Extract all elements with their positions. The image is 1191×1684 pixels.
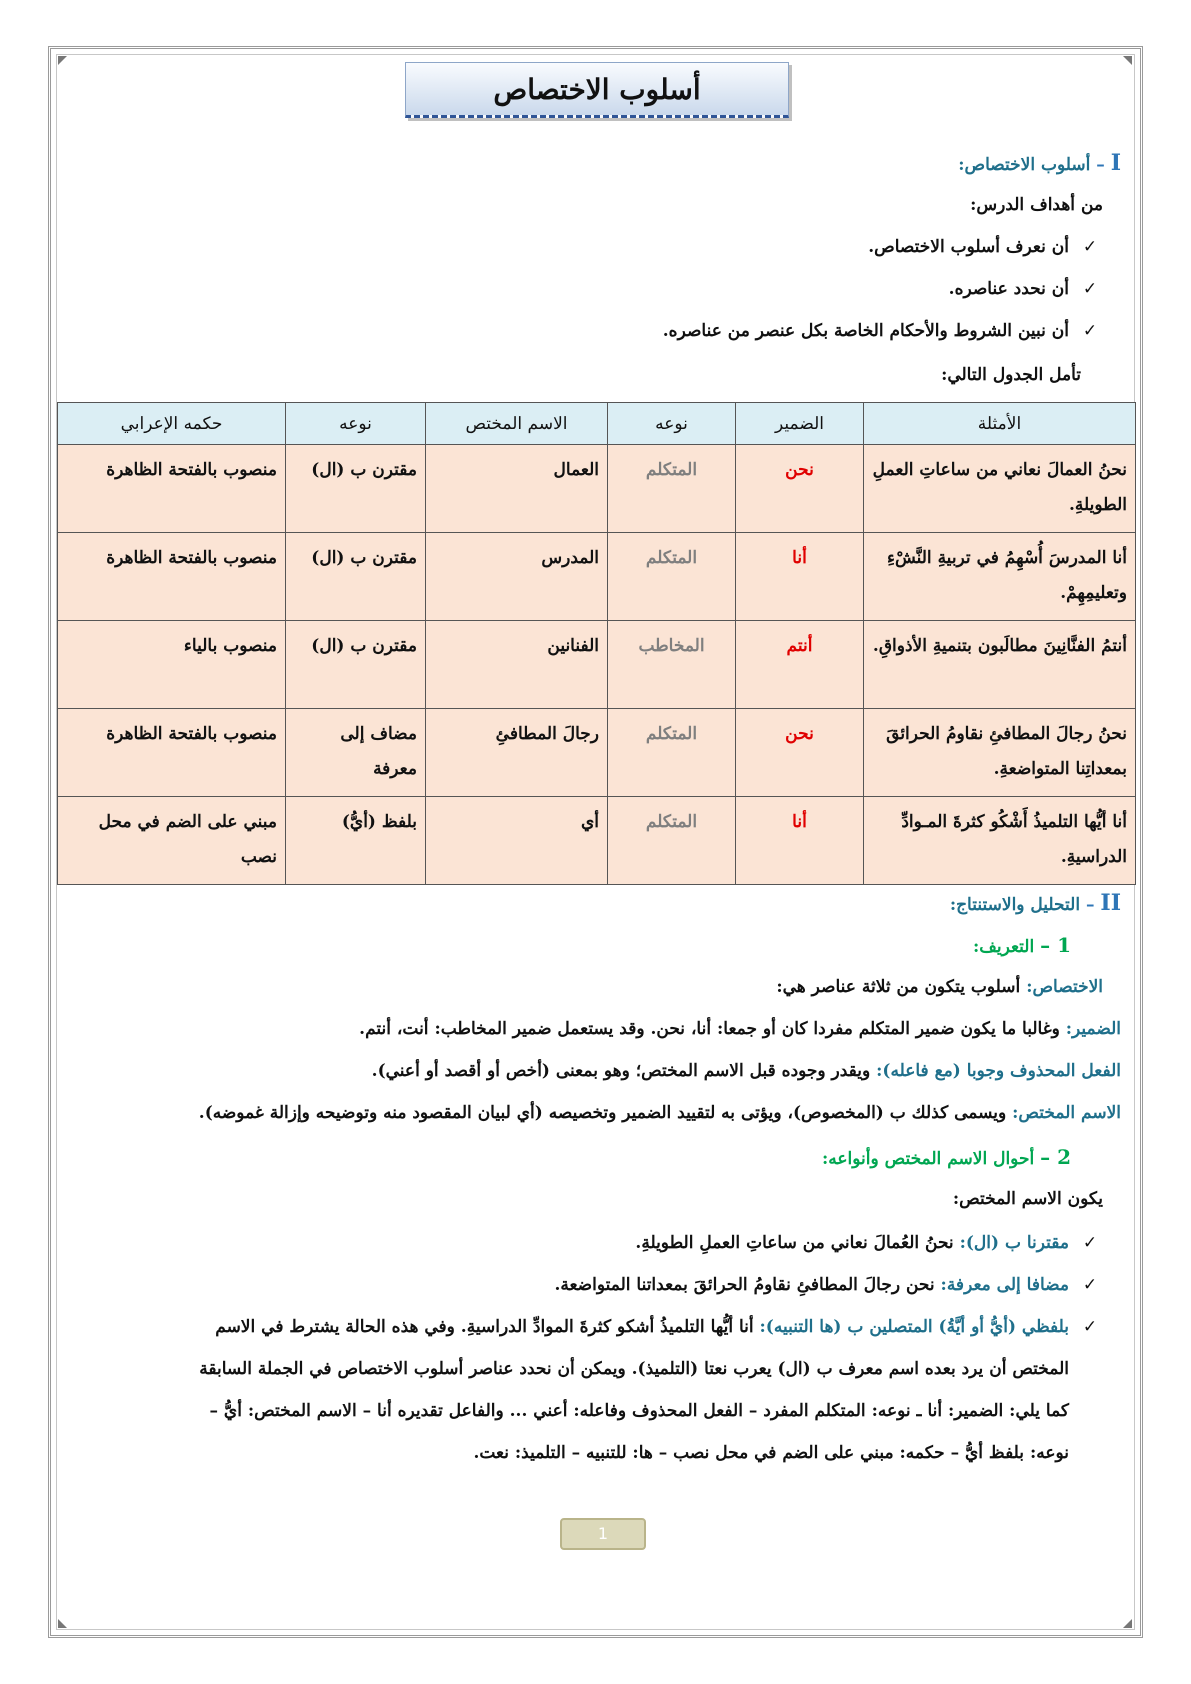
noun-text: ويسمى كذلك ب (المخصوص)، ويؤتى به لتقييد الضمير وتخصيصه (أي لبيان المقصود منه وتوضيحه وإزالة غموضه). bbox=[198, 1103, 1007, 1123]
objective-text: أن نعرف أسلوب الاختصاص. bbox=[868, 237, 1069, 257]
case-text: أنا أيُّها التلميذُ أشكو كثرةَ الموادِّ الدراسيةِ. وفي هذه الحالة يشترط في الاسم bbox=[215, 1317, 754, 1337]
examples-table bbox=[57, 402, 1136, 885]
header-grammatical-ruling: حكمه الإعرابي bbox=[58, 403, 286, 445]
check-icon: ✓ bbox=[1082, 279, 1098, 299]
header-pronoun: الضمير bbox=[736, 403, 864, 445]
cell-ruling: منصوب بالفتحة الظاهرة bbox=[58, 533, 286, 621]
case-label: مقترنا ب (ال): bbox=[959, 1233, 1069, 1253]
cell-ruling: منصوب بالفتحة الظاهرة bbox=[58, 709, 286, 797]
case-item bbox=[60, 1312, 1103, 1342]
section-2-heading bbox=[60, 888, 1121, 920]
verb-definition bbox=[60, 1056, 1121, 1086]
header-examples: الأمثلة bbox=[864, 403, 1136, 445]
corner-ornament-top-left bbox=[58, 56, 67, 65]
cell-noun-type: مقترن ب (ال) bbox=[286, 533, 426, 621]
cell-example: أنتمُ الفنَّانِينَ مطالَبون بتنميةِ الأذواقِ. bbox=[864, 621, 1136, 709]
section-1-heading bbox=[60, 148, 1121, 180]
table-intro: تأمل الجدول التالي: bbox=[941, 365, 1081, 385]
page-number: 1 bbox=[560, 1518, 646, 1550]
corner-ornament-top-right bbox=[1123, 56, 1132, 65]
table-header-row bbox=[58, 403, 1136, 445]
case-text: نحنُ العُمالَ نعاني من ساعاتِ العملِ الطويلةِ. bbox=[635, 1233, 954, 1253]
section-2-numeral: II bbox=[1100, 890, 1121, 916]
title-banner bbox=[405, 62, 789, 118]
table-row bbox=[58, 533, 1136, 621]
section-1-title: أسلوب الاختصاص: bbox=[958, 155, 1091, 175]
cell-ruling: مبني على الضم في محل نصب bbox=[58, 797, 286, 885]
case-continuation: نوعه: بلفظ أيُّ – حكمه: مبني على الضم في محل نصب – ها: للتنبيه – التلميذ: نعت. bbox=[473, 1443, 1069, 1463]
check-icon: ✓ bbox=[1082, 1275, 1098, 1295]
cell-noun-type: مقترن ب (ال) bbox=[286, 621, 426, 709]
definition-text: أسلوب يتكون من ثلاثة عناصر هي: bbox=[776, 977, 1021, 997]
case-label: مضافا إلى معرفة: bbox=[940, 1275, 1069, 1295]
case-continuation: كما يلي: الضمير: أنا ـ نوعه: المتكلم المفرد – الفعل المحذوف وفاعله: أعني ... والفاعل تقديره أنا – الاسم المختص: أيُّ – bbox=[209, 1401, 1069, 1421]
cell-noun-type: مضاف إلى معرفة bbox=[286, 709, 426, 797]
noun-definition bbox=[60, 1098, 1121, 1128]
case-label: بلفظي (أيُّ أو أيَّةُ) المتصلين ب (ها التنبيه): bbox=[759, 1317, 1069, 1337]
section-2-dash: – bbox=[1085, 895, 1095, 915]
cases-intro: يكون الاسم المختص: bbox=[952, 1189, 1103, 1209]
cell-ruling: منصوب بالياء bbox=[58, 621, 286, 709]
corner-ornament-bottom-left bbox=[58, 1619, 67, 1628]
subsection-1-number: 1 – bbox=[1040, 933, 1071, 957]
corner-ornament-bottom-right bbox=[1123, 1619, 1132, 1628]
cell-noun: رجالَ المطافئِ bbox=[426, 709, 608, 797]
verb-label: الفعل المحذوف وجوبا (مع فاعله): bbox=[876, 1061, 1121, 1081]
verb-text: ويقدر وجوده قبل الاسم المختص؛ وهو بمعنى (أخص أو أقصد أو أعني). bbox=[371, 1061, 871, 1081]
page-title: أسلوب الاختصاص bbox=[493, 72, 701, 106]
header-pronoun-type: نوعه bbox=[608, 403, 736, 445]
check-icon: ✓ bbox=[1082, 1233, 1098, 1253]
section-1-dash: – bbox=[1096, 155, 1105, 175]
subsection-1-heading bbox=[60, 930, 1071, 962]
objective-item bbox=[60, 232, 1103, 262]
objective-text: أن نبين الشروط والأحكام الخاصة بكل عنصر من عناصره. bbox=[662, 321, 1069, 341]
subsection-1-title: التعريف: bbox=[972, 937, 1035, 957]
pronoun-text: وغالبا ما يكون ضمير المتكلم مفردا كان أو جمعا: أنا، نحن. وقد يستعمل ضمير المخاطب: أنت، أنتم. bbox=[359, 1019, 1060, 1039]
objective-item bbox=[60, 274, 1103, 304]
subsection-2-number: 2 – bbox=[1040, 1145, 1071, 1169]
cell-pronoun: نحن bbox=[736, 445, 864, 533]
cell-example: أنا أيُّها التلميذُ أَشْكُو كثرةَ المـوادِّ الدراسيةِ. bbox=[864, 797, 1136, 885]
section-2-title: التحليل والاستنتاج: bbox=[949, 895, 1081, 915]
cell-ruling: منصوب بالفتحة الظاهرة bbox=[58, 445, 286, 533]
pronoun-definition bbox=[60, 1014, 1121, 1044]
cell-pronoun-type: المتكلم bbox=[608, 533, 736, 621]
noun-label: الاسم المختص: bbox=[1012, 1103, 1121, 1123]
definition-line bbox=[60, 972, 1103, 1002]
cell-pronoun-type: المخاطب bbox=[608, 621, 736, 709]
cell-example: أنا المدرسَ أُسْهِمُ في تربيةِ النَّشْءِ وتعليمِهِمْ. bbox=[864, 533, 1136, 621]
cell-noun: الفنانين bbox=[426, 621, 608, 709]
case-item bbox=[60, 1228, 1103, 1258]
case-text: نحن رجالَ المطافئِ نقاومُ الحرائقَ بمعداتنا المتواضعة. bbox=[554, 1275, 935, 1295]
header-noun-type: نوعه bbox=[286, 403, 426, 445]
cell-noun: العمال bbox=[426, 445, 608, 533]
pronoun-label: الضمير: bbox=[1065, 1019, 1121, 1039]
cell-noun-type: مقترن ب (ال) bbox=[286, 445, 426, 533]
objective-text: أن نحدد عناصره. bbox=[948, 279, 1069, 299]
cell-example: نحنُ العمالَ نعاني من ساعاتِ العملِ الطويلةِ. bbox=[864, 445, 1136, 533]
cell-noun-type: بلفظ (أيُّ) bbox=[286, 797, 426, 885]
cell-pronoun: أنا bbox=[736, 533, 864, 621]
case-continuation: المختص أن يرد بعده اسم معرف ب (ال) يعرب نعتا (التلميذ). ويمكن أن نحدد عناصر أسلوب الاختصاص في الجملة السابقة bbox=[199, 1359, 1069, 1379]
section-1-numeral: I bbox=[1110, 150, 1121, 176]
cell-pronoun: أنا bbox=[736, 797, 864, 885]
table-row bbox=[58, 709, 1136, 797]
cell-pronoun-type: المتكلم bbox=[608, 709, 736, 797]
objective-item bbox=[60, 316, 1103, 346]
case-item bbox=[60, 1270, 1103, 1300]
check-icon: ✓ bbox=[1082, 321, 1098, 341]
table-row bbox=[58, 797, 1136, 885]
check-icon: ✓ bbox=[1082, 1317, 1098, 1337]
definition-label: الاختصاص: bbox=[1026, 977, 1103, 997]
table-row bbox=[58, 621, 1136, 709]
objectives-heading: من أهداف الدرس: bbox=[970, 195, 1103, 215]
table-row bbox=[58, 445, 1136, 533]
header-specified-noun: الاسم المختص bbox=[426, 403, 608, 445]
subsection-2-title: أحوال الاسم المختص وأنواعه: bbox=[822, 1149, 1035, 1169]
cell-example: نحنُ رجالَ المطافئِ نقاومُ الحرائقَ بمعداتِنا المتواضعةِ. bbox=[864, 709, 1136, 797]
cell-pronoun: أنتم bbox=[736, 621, 864, 709]
cell-noun: المدرس bbox=[426, 533, 608, 621]
subsection-2-heading bbox=[60, 1142, 1071, 1174]
cell-pronoun-type: المتكلم bbox=[608, 797, 736, 885]
cell-pronoun-type: المتكلم bbox=[608, 445, 736, 533]
cell-pronoun: نحن bbox=[736, 709, 864, 797]
check-icon: ✓ bbox=[1082, 237, 1098, 257]
cell-noun: أي bbox=[426, 797, 608, 885]
